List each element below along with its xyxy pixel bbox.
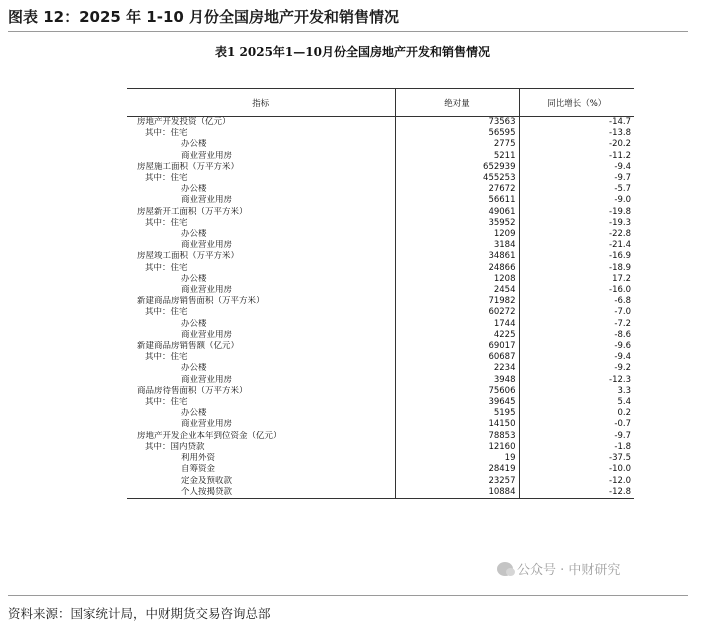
row-growth: -0.7 <box>614 419 631 430</box>
table-row <box>127 487 634 499</box>
row-growth: -5.7 <box>614 184 631 195</box>
row-growth: -9.4 <box>614 352 631 363</box>
row-growth: -9.2 <box>614 363 631 374</box>
row-value: 78853 <box>395 431 519 442</box>
row-label: 商业营业用房 <box>127 375 395 386</box>
watermark-text: 公众号 · 中财研究 <box>517 563 621 578</box>
table-row <box>127 386 634 397</box>
row-value: 19 <box>395 453 519 464</box>
row-growth: -8.6 <box>614 329 631 340</box>
row-value: 1744 <box>395 319 519 330</box>
table-row <box>127 431 634 442</box>
table-header-row <box>127 89 634 117</box>
row-value: 652939 <box>395 162 519 173</box>
row-growth: -37.5 <box>609 453 631 464</box>
row-label: 房屋新开工面积（万平方米） <box>127 207 395 218</box>
row-growth: -21.4 <box>609 240 631 251</box>
row-value: 3948 <box>395 375 519 386</box>
row-growth: -7.2 <box>614 318 631 329</box>
row-growth: -7.0 <box>614 307 631 318</box>
row-value: 2775 <box>395 139 519 150</box>
row-label: 自筹资金 <box>127 464 395 475</box>
row-growth: -14.7 <box>609 117 631 127</box>
row-label: 其中：住宅 <box>127 397 395 408</box>
table-row <box>127 397 634 408</box>
row-label: 定金及预收款 <box>127 476 395 487</box>
row-label: 其中：住宅 <box>127 352 395 363</box>
row-label: 其中：住宅 <box>127 263 395 274</box>
table-row <box>127 352 634 363</box>
row-label: 其中：住宅 <box>127 173 395 184</box>
row-value: 2234 <box>395 363 519 374</box>
table-row <box>127 184 634 195</box>
row-value: 27672 <box>395 184 519 195</box>
watermark <box>497 559 620 578</box>
row-growth: -13.8 <box>609 128 631 139</box>
row-value: 4225 <box>395 330 519 341</box>
table-row <box>127 251 634 262</box>
row-value: 23257 <box>395 476 519 487</box>
row-value: 39645 <box>395 397 519 408</box>
row-label: 房屋施工面积（万平方米） <box>127 162 395 173</box>
table-row <box>127 375 634 386</box>
row-value: 60272 <box>395 307 519 318</box>
table-row <box>127 330 634 341</box>
row-value: 24866 <box>395 263 519 274</box>
row-value: 69017 <box>395 341 519 352</box>
row-label: 房屋竣工面积（万平方米） <box>127 251 395 262</box>
row-label: 商业营业用房 <box>127 285 395 296</box>
row-value: 1209 <box>395 229 519 240</box>
header-yoy-growth: 同比增长（%） <box>519 89 634 117</box>
table-row <box>127 408 634 419</box>
table-row <box>127 307 634 318</box>
row-label: 商业营业用房 <box>127 419 395 430</box>
row-value: 56595 <box>395 128 519 139</box>
row-value: 10884 <box>395 487 519 499</box>
row-growth: -9.6 <box>614 341 631 352</box>
table-row <box>127 453 634 464</box>
row-label: 办公楼 <box>127 139 395 150</box>
row-label: 办公楼 <box>127 274 395 285</box>
row-growth: -12.0 <box>609 475 631 486</box>
table-row <box>127 128 634 139</box>
row-value: 35952 <box>395 218 519 229</box>
row-growth: 0.2 <box>617 408 631 419</box>
row-growth: -9.4 <box>614 161 631 172</box>
table-row <box>127 117 634 129</box>
source-note: 资料来源：国家统计局，中财期货交易咨询总部 <box>8 606 271 621</box>
row-label: 房地产开发投资（亿元） <box>127 117 395 129</box>
row-value: 455253 <box>395 173 519 184</box>
row-growth: 17.2 <box>612 273 631 284</box>
row-growth: -20.2 <box>609 139 631 150</box>
row-value: 5211 <box>395 151 519 162</box>
row-growth: -9.0 <box>614 195 631 206</box>
row-label: 办公楼 <box>127 363 395 374</box>
table-row <box>127 285 634 296</box>
row-label: 利用外资 <box>127 453 395 464</box>
table-row <box>127 240 634 251</box>
row-value: 34861 <box>395 251 519 262</box>
row-label: 办公楼 <box>127 229 395 240</box>
row-value: 2454 <box>395 285 519 296</box>
table-row <box>127 363 634 374</box>
row-label: 商业营业用房 <box>127 195 395 206</box>
header-indicator: 指标 <box>127 89 395 117</box>
row-value: 1208 <box>395 274 519 285</box>
table-row <box>127 419 634 430</box>
row-label: 商业营业用房 <box>127 240 395 251</box>
table-row <box>127 151 634 162</box>
table-row <box>127 173 634 184</box>
row-growth: -19.3 <box>609 217 631 228</box>
table-row <box>127 319 634 330</box>
table-row <box>127 218 634 229</box>
row-growth: -10.0 <box>609 464 631 475</box>
row-label: 个人按揭贷款 <box>127 487 395 499</box>
row-growth: -12.3 <box>609 374 631 385</box>
row-growth: -6.8 <box>614 296 631 307</box>
row-growth: -16.9 <box>609 251 631 262</box>
row-growth: -11.2 <box>609 150 631 161</box>
row-label: 其中：住宅 <box>127 218 395 229</box>
row-value: 56611 <box>395 195 519 206</box>
top-divider <box>8 31 688 32</box>
row-label: 商业营业用房 <box>127 330 395 341</box>
table-row <box>127 341 634 352</box>
row-label: 办公楼 <box>127 319 395 330</box>
table-row <box>127 263 634 274</box>
row-value: 12160 <box>395 442 519 453</box>
table-row <box>127 139 634 150</box>
row-growth: 5.4 <box>617 397 631 408</box>
row-growth: -18.9 <box>609 262 631 273</box>
table-row <box>127 207 634 218</box>
table-caption: 表1 2025年1—10月份全国房地产开发和销售情况 <box>215 45 490 59</box>
row-label: 商品房待售面积（万平方米） <box>127 386 395 397</box>
bottom-divider <box>8 595 688 596</box>
table-body <box>127 117 634 499</box>
row-label: 办公楼 <box>127 408 395 419</box>
row-value: 73563 <box>395 117 519 129</box>
row-growth: -12.8 <box>519 487 634 499</box>
row-label: 其中：国内贷款 <box>127 442 395 453</box>
row-value: 3184 <box>395 240 519 251</box>
row-value: 28419 <box>395 464 519 475</box>
row-label: 新建商品房销售额（亿元） <box>127 341 395 352</box>
row-label: 商业营业用房 <box>127 151 395 162</box>
row-label: 房地产开发企业本年到位资金（亿元） <box>127 431 395 442</box>
row-value: 71982 <box>395 296 519 307</box>
figure-title: 图表 12：2025 年 1-10 月份全国房地产开发和销售情况 <box>8 8 400 26</box>
data-table-container <box>127 88 634 499</box>
table-row <box>127 476 634 487</box>
row-growth: -19.8 <box>609 206 631 217</box>
row-value: 49061 <box>395 207 519 218</box>
table-row <box>127 274 634 285</box>
row-label: 办公楼 <box>127 184 395 195</box>
row-growth: -1.8 <box>614 441 631 452</box>
table-row <box>127 464 634 475</box>
table-row <box>127 195 634 206</box>
row-growth: -9.7 <box>614 430 631 441</box>
row-value: 75606 <box>395 386 519 397</box>
row-growth: -22.8 <box>609 229 631 240</box>
row-value: 14150 <box>395 419 519 430</box>
row-label: 新建商品房销售面积（万平方米） <box>127 296 395 307</box>
row-growth: 3.3 <box>617 385 631 396</box>
wechat-icon <box>497 562 513 576</box>
data-table <box>127 88 634 499</box>
row-value: 5195 <box>395 408 519 419</box>
header-absolute-value: 绝对量 <box>395 89 519 117</box>
row-value: 60687 <box>395 352 519 363</box>
table-row <box>127 229 634 240</box>
table-row <box>127 162 634 173</box>
row-label: 其中：住宅 <box>127 128 395 139</box>
row-growth: -16.0 <box>609 285 631 296</box>
table-row <box>127 296 634 307</box>
row-label: 其中：住宅 <box>127 307 395 318</box>
row-growth: -9.7 <box>614 173 631 184</box>
table-row <box>127 442 634 453</box>
